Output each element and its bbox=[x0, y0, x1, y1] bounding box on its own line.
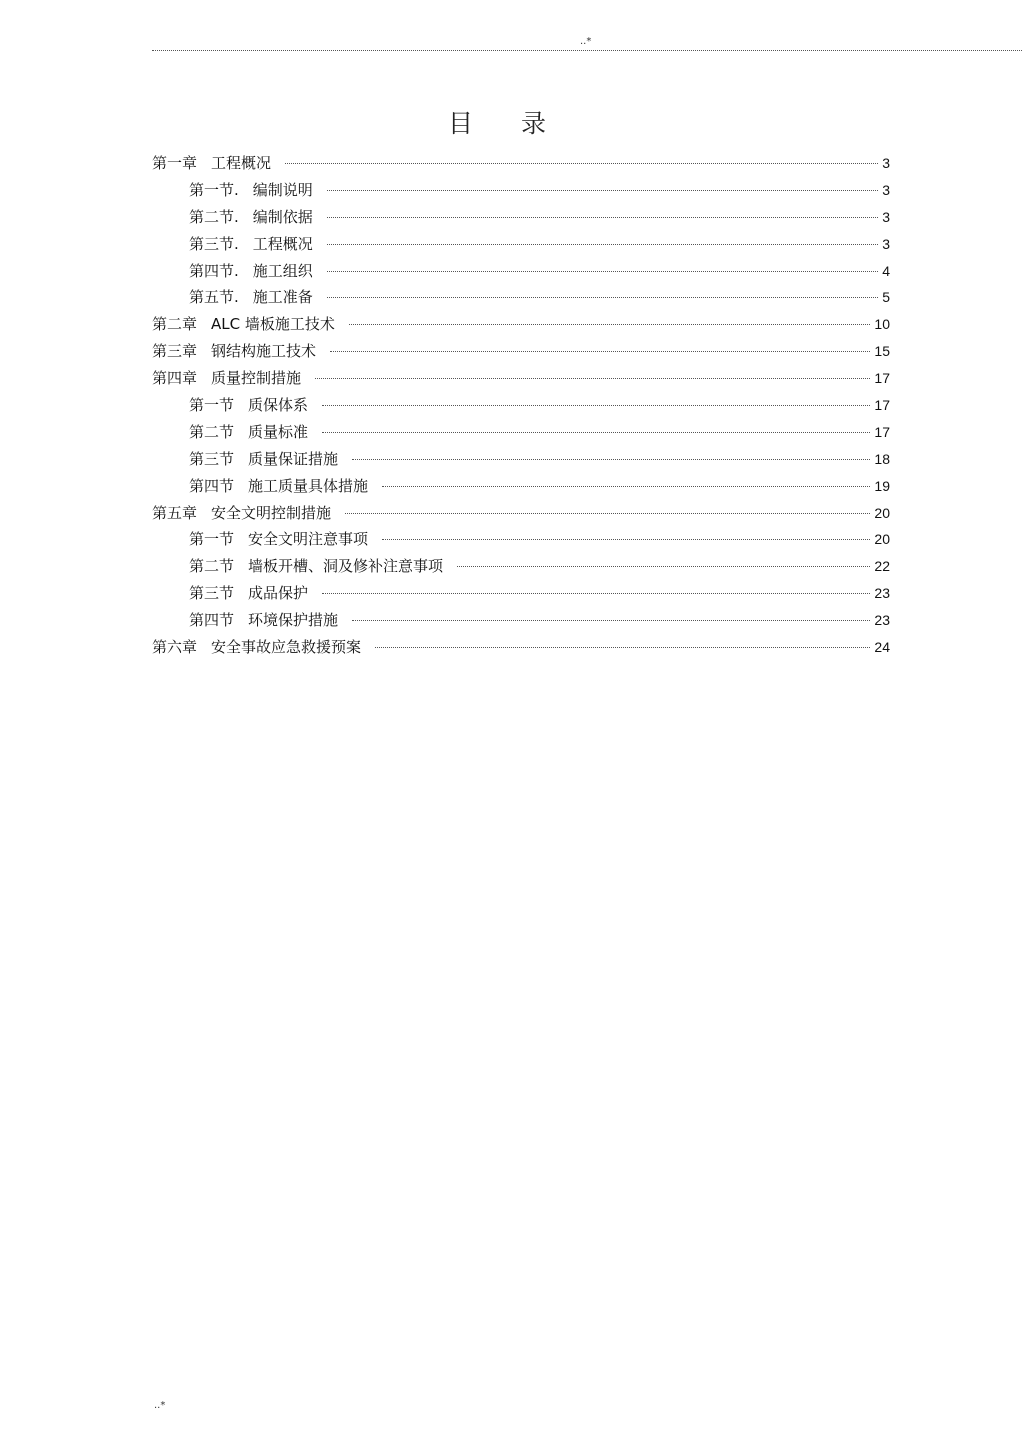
toc-chapter-entry[interactable] bbox=[152, 634, 890, 661]
toc-dot-leader bbox=[330, 351, 870, 352]
toc-entry-number: 第二节. bbox=[189, 207, 239, 226]
toc-section-entry[interactable] bbox=[152, 284, 890, 311]
toc-entry-title: 成品保护 bbox=[248, 584, 309, 603]
toc-section-entry[interactable] bbox=[152, 392, 890, 419]
toc-entry-title: ALC 墙板施工技术 bbox=[211, 315, 335, 334]
toc-entry-title: 工程概况 bbox=[252, 234, 313, 253]
toc-page-number: 17 bbox=[874, 397, 890, 414]
toc-page-number: 3 bbox=[882, 181, 890, 198]
toc-entry-title: 钢结构施工技术 bbox=[211, 342, 317, 361]
toc-page-number: 17 bbox=[874, 423, 890, 440]
toc-entry-number: 第四节. bbox=[189, 261, 239, 280]
toc-dot-leader bbox=[327, 297, 878, 298]
toc-entry-title: 编制说明 bbox=[252, 180, 313, 199]
footer-mark: ..* bbox=[154, 1400, 166, 1411]
toc-page-number: 3 bbox=[882, 235, 890, 252]
toc-page-number: 22 bbox=[874, 558, 890, 575]
toc-dot-leader bbox=[349, 324, 871, 325]
toc-entry-title: 施工组织 bbox=[252, 261, 313, 280]
header-divider bbox=[152, 50, 1022, 51]
toc-dot-leader bbox=[327, 271, 878, 272]
toc-page-number: 15 bbox=[874, 343, 890, 360]
header-mark: ..* bbox=[580, 36, 592, 47]
toc-chapter-entry[interactable] bbox=[152, 365, 890, 392]
toc-dot-leader bbox=[315, 378, 870, 379]
toc-dot-leader bbox=[327, 244, 878, 245]
toc-entry-number: 第三节 bbox=[189, 449, 235, 468]
toc-page-number: 17 bbox=[874, 370, 890, 387]
toc-section-entry[interactable] bbox=[152, 446, 890, 473]
toc-section-entry[interactable] bbox=[152, 231, 890, 258]
toc-dot-leader bbox=[322, 405, 870, 406]
toc-entry-title: 安全文明控制措施 bbox=[211, 503, 332, 522]
toc-entry-number: 第二章 bbox=[152, 315, 198, 334]
toc-entry-title: 质保体系 bbox=[248, 396, 309, 415]
toc-page-number: 20 bbox=[874, 504, 890, 521]
toc-page-number: 23 bbox=[874, 612, 890, 629]
toc-entry-title: 质量控制措施 bbox=[211, 369, 302, 388]
toc-chapter-entry[interactable] bbox=[152, 311, 890, 338]
toc-entry-title: 安全文明注意事项 bbox=[248, 530, 369, 549]
toc-entry-number: 第四章 bbox=[152, 369, 198, 388]
toc-title: 目录 bbox=[447, 109, 594, 138]
toc-page-number: 20 bbox=[874, 531, 890, 548]
toc-entry-number: 第二节 bbox=[189, 422, 235, 441]
toc-page-number: 5 bbox=[882, 289, 890, 306]
toc-entry-title: 质量标准 bbox=[248, 422, 309, 441]
toc-dot-leader bbox=[375, 647, 870, 648]
toc-entry-number: 第三章 bbox=[152, 342, 198, 361]
toc-entry-title: 施工质量具体措施 bbox=[248, 476, 369, 495]
toc-entry-number: 第一章 bbox=[152, 154, 198, 172]
toc-section-entry[interactable] bbox=[152, 419, 890, 446]
toc-section-entry[interactable] bbox=[152, 553, 890, 580]
toc-chapter-entry[interactable] bbox=[152, 338, 890, 365]
toc-entry-title: 工程概况 bbox=[211, 154, 272, 172]
toc-entry-number: 第一节. bbox=[189, 180, 239, 199]
toc-entry-title: 编制依据 bbox=[252, 207, 313, 226]
toc-dot-leader bbox=[285, 163, 878, 164]
toc-dot-leader bbox=[322, 593, 870, 594]
toc-section-entry[interactable] bbox=[152, 258, 890, 285]
toc-entry-title: 安全事故应急救援预案 bbox=[211, 638, 362, 657]
toc-section-entry[interactable] bbox=[152, 177, 890, 204]
toc-dot-leader bbox=[382, 539, 870, 540]
toc-entry-title: 质量保证措施 bbox=[248, 449, 339, 468]
toc-chapter-entry[interactable] bbox=[152, 500, 890, 527]
toc-dot-leader bbox=[352, 459, 870, 460]
toc-entry-number: 第一节 bbox=[189, 396, 235, 415]
toc-entry-title: 施工准备 bbox=[252, 288, 313, 307]
table-of-contents bbox=[152, 150, 890, 661]
toc-page-number: 4 bbox=[882, 262, 890, 279]
toc-entry-title: 墙板开槽、洞及修补注意事项 bbox=[248, 557, 444, 576]
toc-dot-leader bbox=[327, 190, 878, 191]
toc-entry-number: 第四节 bbox=[189, 611, 235, 630]
toc-section-entry[interactable] bbox=[152, 473, 890, 500]
toc-entry-number: 第三节 bbox=[189, 584, 235, 603]
toc-entry-number: 第二节 bbox=[189, 557, 235, 576]
toc-dot-leader bbox=[457, 566, 870, 567]
toc-section-entry[interactable] bbox=[152, 580, 890, 607]
toc-page-number: 3 bbox=[882, 155, 890, 171]
toc-page-number: 10 bbox=[874, 316, 890, 333]
toc-entry-number: 第四节 bbox=[189, 476, 235, 495]
toc-chapter-entry[interactable] bbox=[152, 150, 890, 177]
toc-page-number: 3 bbox=[882, 208, 890, 225]
toc-page-number: 23 bbox=[874, 585, 890, 602]
toc-page-number: 19 bbox=[874, 477, 890, 494]
toc-section-entry[interactable] bbox=[152, 204, 890, 231]
toc-entry-title: 环境保护措施 bbox=[248, 611, 339, 630]
toc-page-number: 18 bbox=[874, 450, 890, 467]
toc-dot-leader bbox=[327, 217, 878, 218]
toc-entry-number: 第五节. bbox=[189, 288, 239, 307]
toc-entry-number: 第一节 bbox=[189, 530, 235, 549]
toc-entry-number: 第六章 bbox=[152, 638, 198, 657]
toc-dot-leader bbox=[352, 620, 870, 621]
toc-entry-number: 第三节. bbox=[189, 234, 239, 253]
toc-dot-leader bbox=[382, 486, 870, 487]
toc-dot-leader bbox=[345, 513, 870, 514]
toc-dot-leader bbox=[322, 432, 870, 433]
toc-entry-number: 第五章 bbox=[152, 503, 198, 522]
toc-section-entry[interactable] bbox=[152, 526, 890, 553]
toc-section-entry[interactable] bbox=[152, 607, 890, 634]
toc-page-number: 24 bbox=[874, 639, 890, 656]
